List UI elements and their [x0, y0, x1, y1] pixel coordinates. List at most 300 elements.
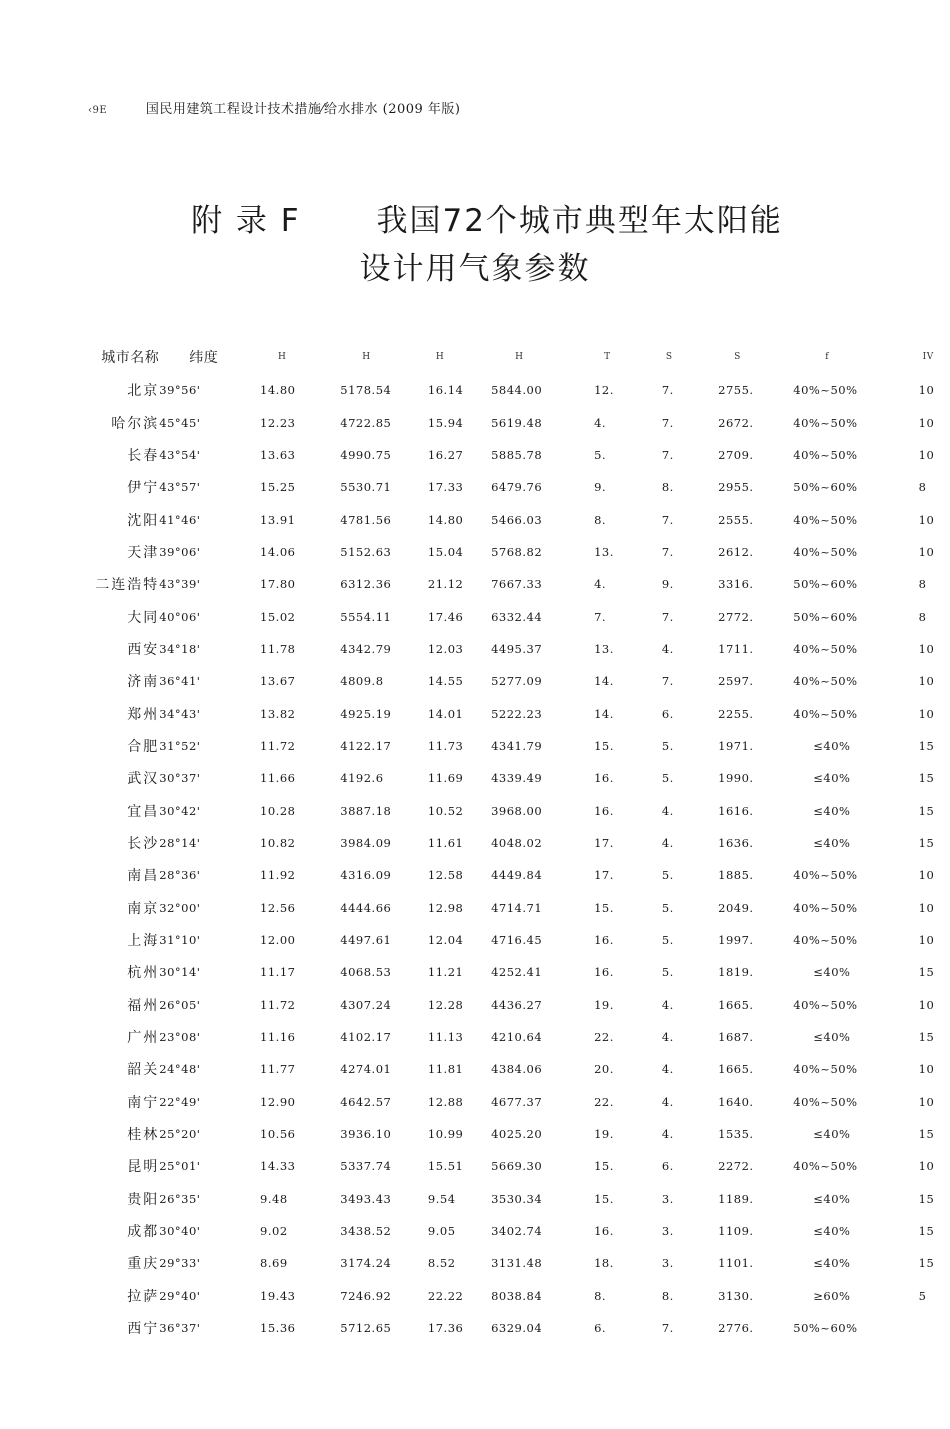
cell-angle: 10: [918, 544, 935, 559]
running-head: [88, 98, 460, 117]
cell-f: 50%~60%: [793, 480, 858, 495]
cell-angle: 15: [918, 835, 935, 850]
cell-v2: 8038.84: [491, 1288, 543, 1303]
cell-angle: 15: [918, 803, 935, 818]
cell-city: 桂林: [127, 1127, 160, 1144]
cell-angle: 15: [918, 1030, 935, 1045]
cell-s2: 1640.: [718, 1094, 754, 1109]
cell-v1: 4068.53: [340, 965, 392, 980]
cell-v1: 3984.09: [340, 835, 392, 850]
cell-city: 武汉: [127, 771, 160, 788]
cell-h2: 10.99: [427, 1127, 464, 1142]
cell-s1: 5.: [661, 868, 674, 883]
cell-v2: 4495.37: [491, 641, 543, 656]
running-title: 国民用建筑工程设计技术措施⁄给水排水 (2009 年版): [145, 102, 461, 117]
cell-city: 杭州: [127, 965, 160, 982]
cell-latitude: 31°10': [159, 933, 201, 948]
col-header-h2: H: [435, 352, 445, 362]
cell-v1: 6312.36: [340, 577, 392, 592]
cell-s1: 7.: [661, 512, 674, 527]
cell-t: 9.: [594, 480, 607, 495]
cell-v2: 6332.44: [491, 609, 543, 624]
cell-h1: 11.16: [260, 1030, 296, 1045]
cell-city: 南昌: [127, 868, 160, 885]
table-row: [68, 762, 950, 794]
table-row: [68, 697, 950, 729]
cell-h2: 15.51: [427, 1159, 464, 1174]
cell-s1: 7.: [661, 447, 674, 462]
cell-s2: 2776.: [718, 1321, 754, 1336]
col-header-angle: IV: [922, 352, 934, 362]
cell-v1: 3438.52: [340, 1224, 392, 1239]
cell-latitude: 23°08': [159, 1030, 201, 1045]
cell-city: 广州: [127, 1030, 160, 1047]
cell-v1: 5337.74: [340, 1159, 392, 1174]
cell-s1: 4.: [661, 803, 674, 818]
cell-t: 13.: [594, 641, 614, 656]
cell-h1: 9.02: [260, 1224, 288, 1239]
cell-h2: 12.28: [427, 997, 464, 1012]
cell-s1: 4.: [661, 1062, 674, 1077]
cell-f: ≤40%: [813, 1256, 851, 1271]
cell-s1: 3.: [661, 1224, 674, 1239]
cell-s1: 6.: [661, 1159, 674, 1174]
cell-city: 西安: [127, 641, 160, 658]
cell-h2: 14.55: [427, 674, 464, 689]
cell-city: 上海: [127, 933, 160, 950]
cell-h1: 11.17: [260, 965, 296, 980]
cell-s1: 5.: [661, 771, 674, 786]
cell-h2: 11.73: [427, 738, 464, 753]
cell-latitude: 45°45': [159, 415, 201, 430]
cell-v1: 4316.09: [340, 868, 392, 883]
table-row: [68, 1053, 950, 1085]
table-row: [68, 633, 950, 665]
cell-s2: 2772.: [718, 609, 754, 624]
cell-s1: 4.: [661, 997, 674, 1012]
cell-h1: 11.72: [260, 997, 296, 1012]
cell-s1: 4.: [661, 641, 674, 656]
cell-v2: 5619.48: [491, 415, 543, 430]
table-row: [68, 892, 950, 924]
cell-city: 贵阳: [127, 1191, 160, 1208]
cell-v2: 7667.33: [491, 577, 543, 592]
cell-t: 22.: [594, 1094, 614, 1109]
cell-city: 北京: [127, 383, 160, 400]
cell-s2: 1687.: [718, 1030, 754, 1045]
table-row: [68, 1118, 950, 1150]
cell-s2: 1636.: [718, 835, 754, 850]
cell-angle: 10: [918, 997, 935, 1012]
cell-s1: 3.: [661, 1256, 674, 1271]
cell-city: 长春: [127, 447, 160, 464]
cell-v2: 4210.64: [491, 1030, 543, 1045]
cell-h2: 22.22: [427, 1288, 464, 1303]
cell-t: 12.: [594, 383, 614, 398]
cell-h2: 15.04: [427, 544, 464, 559]
cell-h2: 16.27: [427, 447, 464, 462]
cell-s2: 1535.: [718, 1127, 754, 1142]
cell-city: 大同: [127, 609, 160, 626]
cell-angle: 15: [918, 771, 935, 786]
cell-city: 天津: [127, 544, 160, 561]
cell-t: 16.: [594, 771, 614, 786]
table-row: [68, 1247, 950, 1279]
cell-latitude: 25°20': [159, 1127, 201, 1142]
cell-latitude: 28°36': [159, 868, 201, 883]
cell-angle: 10: [918, 641, 935, 656]
cell-angle: 10: [918, 933, 935, 948]
cell-angle: 10: [918, 512, 935, 527]
cell-v2: 4384.06: [491, 1062, 543, 1077]
meteorological-table: [68, 340, 950, 1344]
cell-h1: 14.80: [260, 383, 296, 398]
col-header-city: 城市名称: [101, 350, 160, 366]
cell-h2: 17.36: [427, 1321, 464, 1336]
cell-f: 40%~50%: [793, 1094, 858, 1109]
cell-city: 西宁: [127, 1321, 160, 1338]
cell-s2: 2597.: [718, 674, 754, 689]
cell-h2: 14.80: [427, 512, 464, 527]
cell-latitude: 26°35': [159, 1191, 201, 1206]
cell-t: 22.: [594, 1030, 614, 1045]
cell-s1: 4.: [661, 835, 674, 850]
cell-latitude: 43°54': [159, 447, 201, 462]
cell-s2: 1101.: [718, 1256, 754, 1271]
cell-city: 长沙: [127, 835, 160, 852]
cell-city: 南宁: [127, 1094, 160, 1111]
cell-s2: 2955.: [718, 480, 754, 495]
cell-f: ≤40%: [813, 1030, 851, 1045]
cell-f: ≤40%: [813, 803, 851, 818]
table-row: [68, 374, 950, 406]
cell-h1: 13.91: [260, 512, 296, 527]
cell-t: 8.: [594, 1288, 607, 1303]
col-header-f: f: [825, 352, 830, 362]
cell-v1: 5712.65: [340, 1321, 392, 1336]
cell-h1: 12.23: [260, 415, 296, 430]
table-row: [68, 859, 950, 891]
cell-h1: 10.82: [260, 835, 296, 850]
cell-s1: 7.: [661, 415, 674, 430]
table-row: [68, 730, 950, 762]
table-row: [68, 924, 950, 956]
cell-f: ≤40%: [813, 835, 851, 850]
cell-latitude: 29°33': [159, 1256, 201, 1271]
cell-s1: 4.: [661, 1030, 674, 1045]
cell-f: ≤40%: [813, 771, 851, 786]
cell-s1: 3.: [661, 1191, 674, 1206]
cell-s1: 8.: [661, 1288, 674, 1303]
cell-angle: 10: [918, 1159, 935, 1174]
cell-t: 17.: [594, 835, 614, 850]
cell-s2: 3316.: [718, 577, 754, 592]
cell-t: 4.: [594, 577, 607, 592]
cell-s2: 2555.: [718, 512, 754, 527]
cell-v2: 3530.34: [491, 1191, 543, 1206]
cell-h2: 12.03: [427, 641, 464, 656]
cell-angle: 8: [918, 480, 927, 495]
cell-f: 40%~50%: [793, 383, 858, 398]
cell-v1: 4342.79: [340, 641, 392, 656]
cell-angle: 15: [918, 1224, 935, 1239]
cell-v1: 3936.10: [340, 1127, 392, 1142]
cell-f: 40%~50%: [793, 415, 858, 430]
cell-v2: 4714.71: [491, 900, 543, 915]
cell-v1: 4307.24: [340, 997, 392, 1012]
cell-s2: 1665.: [718, 1062, 754, 1077]
cell-f: ≤40%: [813, 965, 851, 980]
cell-h1: 11.77: [260, 1062, 296, 1077]
cell-v1: 7246.92: [340, 1288, 392, 1303]
table-row: [68, 1280, 950, 1312]
cell-h1: 15.36: [260, 1321, 296, 1336]
cell-t: 15.: [594, 738, 614, 753]
cell-angle: 15: [918, 1256, 935, 1271]
cell-city: 合肥: [127, 738, 160, 755]
cell-city: 拉萨: [127, 1288, 160, 1305]
cell-angle: 15: [918, 738, 935, 753]
cell-s2: 2672.: [718, 415, 754, 430]
cell-v2: 6479.76: [491, 480, 543, 495]
cell-v2: 4252.41: [491, 965, 543, 980]
cell-h1: 14.33: [260, 1159, 296, 1174]
cell-s1: 5.: [661, 965, 674, 980]
col-header-h1: H: [278, 352, 287, 362]
cell-latitude: 28°14': [159, 835, 201, 850]
cell-v1: 4809.8: [340, 674, 384, 689]
cell-v2: 3968.00: [491, 803, 543, 818]
cell-h2: 11.13: [427, 1030, 464, 1045]
cell-h1: 11.66: [260, 771, 296, 786]
cell-t: 16.: [594, 803, 614, 818]
cell-latitude: 24°48': [159, 1062, 201, 1077]
cell-latitude: 41°46': [159, 512, 201, 527]
page-number: ‹9E: [88, 105, 108, 116]
col-header-s1: S: [665, 352, 673, 362]
cell-s2: 1885.: [718, 868, 754, 883]
cell-f: ≤40%: [813, 1127, 851, 1142]
cell-f: 40%~50%: [793, 706, 858, 721]
cell-angle: 15: [918, 1127, 935, 1142]
cell-city: 伊宁: [127, 480, 160, 497]
cell-h1: 12.00: [260, 933, 296, 948]
cell-h2: 9.05: [427, 1224, 456, 1239]
cell-angle: 10: [918, 415, 935, 430]
cell-t: 7.: [594, 609, 607, 624]
cell-latitude: 34°18': [159, 641, 201, 656]
cell-v2: 4677.37: [491, 1094, 543, 1109]
cell-v2: 4025.20: [491, 1127, 543, 1142]
cell-v1: 4102.17: [340, 1030, 392, 1045]
cell-f: 40%~50%: [793, 512, 858, 527]
cell-angle: 5: [918, 1288, 927, 1303]
cell-h2: 12.58: [427, 868, 464, 883]
cell-h1: 9.48: [260, 1191, 288, 1206]
cell-v2: 5768.82: [491, 544, 543, 559]
cell-angle: 8: [918, 577, 927, 592]
table-row: [68, 956, 950, 988]
cell-v2: 5466.03: [491, 512, 543, 527]
cell-latitude: 30°40': [159, 1224, 201, 1239]
table-body: [68, 374, 950, 1344]
cell-h2: 17.46: [427, 609, 464, 624]
cell-s1: 6.: [661, 706, 674, 721]
cell-s1: 7.: [661, 1321, 674, 1336]
cell-h2: 21.12: [427, 577, 464, 592]
cell-latitude: 29°40': [159, 1288, 201, 1303]
cell-h2: 8.52: [427, 1256, 456, 1271]
table-row: [68, 1312, 950, 1344]
title-line1: 我国72个城市典型年太阳能: [376, 203, 783, 239]
table-row: [68, 989, 950, 1021]
cell-latitude: 43°57': [159, 480, 201, 495]
cell-s2: 2612.: [718, 544, 754, 559]
cell-s1: 8.: [661, 480, 674, 495]
cell-f: 40%~50%: [793, 1062, 858, 1077]
cell-city: 宜昌: [127, 803, 160, 820]
cell-s1: 7.: [661, 674, 674, 689]
cell-city: 昆明: [127, 1159, 160, 1176]
cell-h2: 11.61: [427, 835, 464, 850]
cell-t: 18.: [594, 1256, 614, 1271]
cell-angle: 10: [918, 1062, 935, 1077]
cell-t: 15.: [594, 1159, 614, 1174]
cell-f: 50%~60%: [793, 1321, 858, 1336]
cell-city: 福州: [127, 997, 160, 1014]
cell-t: 16.: [594, 933, 614, 948]
cell-latitude: 32°00': [159, 900, 201, 915]
cell-s1: 7.: [661, 544, 674, 559]
cell-h1: 12.90: [260, 1094, 296, 1109]
cell-t: 19.: [594, 997, 614, 1012]
table-row: [68, 1086, 950, 1118]
table-row: [68, 536, 950, 568]
page-subtitle: [0, 243, 950, 288]
cell-t: 17.: [594, 868, 614, 883]
cell-h2: 11.21: [427, 965, 464, 980]
cell-v1: 4274.01: [340, 1062, 392, 1077]
cell-h2: 9.54: [427, 1191, 456, 1206]
cell-h1: 15.02: [260, 609, 296, 624]
cell-t: 16.: [594, 965, 614, 980]
cell-h2: 12.04: [427, 933, 464, 948]
cell-angle: 15: [918, 965, 935, 980]
appendix-label: 附 录 F: [191, 203, 301, 239]
cell-h1: 19.43: [260, 1288, 296, 1303]
cell-s2: 1819.: [718, 965, 754, 980]
cell-f: 50%~60%: [793, 609, 858, 624]
table-row: [68, 439, 950, 471]
cell-v1: 4925.19: [340, 706, 392, 721]
cell-h1: 11.92: [260, 868, 296, 883]
title-line2: 设计用气象参数: [359, 251, 591, 287]
cell-h1: 10.56: [260, 1127, 296, 1142]
cell-f: 40%~50%: [793, 900, 858, 915]
cell-h1: 15.25: [260, 480, 296, 495]
cell-v1: 4781.56: [340, 512, 392, 527]
cell-latitude: 36°37': [159, 1321, 201, 1336]
cell-v1: 4192.6: [340, 771, 384, 786]
cell-angle: 8: [918, 609, 927, 624]
cell-v2: 4341.79: [491, 738, 543, 753]
table-row: [68, 600, 950, 632]
cell-v1: 4722.85: [340, 415, 392, 430]
cell-t: 14.: [594, 706, 614, 721]
cell-f: ≤40%: [813, 1191, 851, 1206]
cell-v1: 5554.11: [340, 609, 392, 624]
table-row: [68, 1021, 950, 1053]
table-row: [68, 568, 950, 600]
cell-angle: 10: [918, 674, 935, 689]
cell-latitude: 31°52': [159, 738, 201, 753]
cell-t: 6.: [594, 1321, 607, 1336]
cell-s1: 9.: [661, 577, 674, 592]
cell-f: 40%~50%: [793, 868, 858, 883]
cell-city: 二连浩特: [95, 577, 160, 594]
cell-latitude: 30°42': [159, 803, 201, 818]
cell-v2: 5885.78: [491, 447, 543, 462]
cell-s2: 2255.: [718, 706, 754, 721]
cell-s1: 4.: [661, 1094, 674, 1109]
cell-s1: 4.: [661, 1127, 674, 1142]
page-title: [12, 195, 950, 240]
cell-h1: 13.82: [260, 706, 296, 721]
cell-v1: 3493.43: [340, 1191, 392, 1206]
cell-v2: 4716.45: [491, 933, 543, 948]
table-row: [68, 794, 950, 826]
cell-t: 16.: [594, 1224, 614, 1239]
cell-v1: 4642.57: [340, 1094, 392, 1109]
cell-v1: 5530.71: [340, 480, 392, 495]
cell-h1: 10.28: [260, 803, 296, 818]
cell-city: 重庆: [127, 1256, 160, 1273]
cell-angle: 10: [918, 706, 935, 721]
cell-latitude: 26°05': [159, 997, 201, 1012]
cell-s2: 2272.: [718, 1159, 754, 1174]
cell-latitude: 22°49': [159, 1094, 201, 1109]
cell-v2: 5277.09: [491, 674, 543, 689]
cell-latitude: 25°01': [159, 1159, 201, 1174]
cell-f: 40%~50%: [793, 997, 858, 1012]
cell-f: ≤40%: [813, 1224, 851, 1239]
cell-angle: 15: [918, 1191, 935, 1206]
cell-angle: 10: [918, 383, 935, 398]
cell-v2: 5669.30: [491, 1159, 543, 1174]
cell-s2: 2049.: [718, 900, 754, 915]
cell-city: 沈阳: [127, 512, 160, 529]
cell-h2: 11.69: [427, 771, 464, 786]
cell-v2: 4339.49: [491, 771, 543, 786]
cell-s2: 2755.: [718, 383, 754, 398]
cell-v2: 3402.74: [491, 1224, 543, 1239]
cell-v2: 3131.48: [491, 1256, 543, 1271]
cell-f: 40%~50%: [793, 933, 858, 948]
cell-s1: 7.: [661, 383, 674, 398]
cell-v1: 5152.63: [340, 544, 392, 559]
cell-h2: 10.52: [427, 803, 464, 818]
table-row: [68, 1183, 950, 1215]
cell-v2: 4449.84: [491, 868, 543, 883]
cell-h1: 8.69: [260, 1256, 288, 1271]
cell-v2: 5222.23: [491, 706, 543, 721]
table-row: [68, 665, 950, 697]
cell-v2: 4048.02: [491, 835, 543, 850]
table-header-row: [68, 340, 950, 374]
cell-h1: 14.06: [260, 544, 296, 559]
cell-s2: 1109.: [718, 1224, 754, 1239]
cell-f: 40%~50%: [793, 641, 858, 656]
